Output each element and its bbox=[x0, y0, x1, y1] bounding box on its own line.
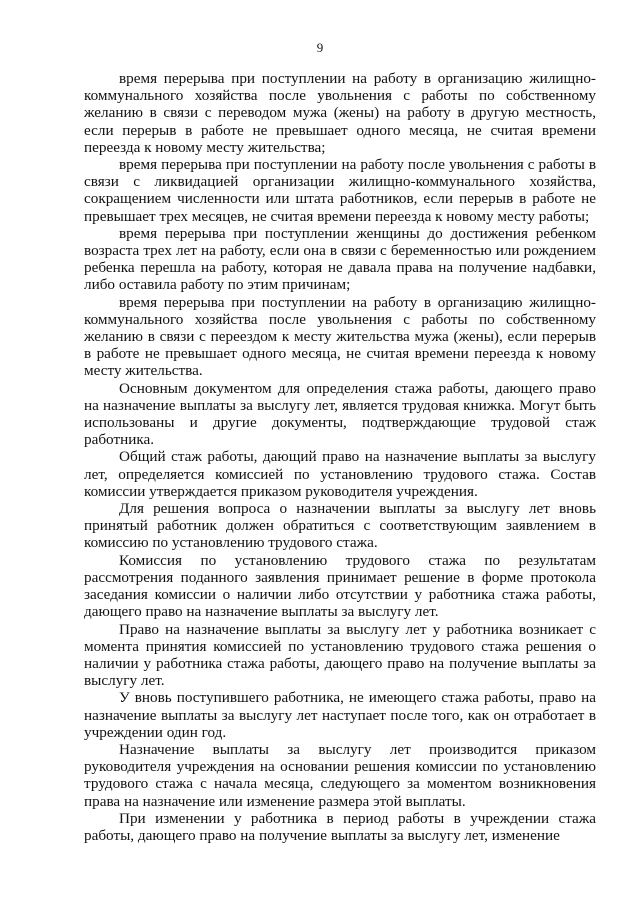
paragraph: Для решения вопроса о назначении выплаты за выслугу лет вновь принятый работник должен обратиться с соответствующим заявлением в комиссию по установлению трудового стажа. bbox=[84, 500, 596, 552]
paragraph: Комиссия по установлению трудового стажа по результатам рассмотрения поданного заявления принимает решение в форме протокола заседания комиссии о наличии либо отсутствии у работника стажа работы, дающего право на назначение выплаты за выслугу лет. bbox=[84, 551, 596, 621]
paragraph: время перерыва при поступлении на работу в организацию жилищно-коммунального хозяйства после увольнения с работы по собственному желанию в связи с переездом к месту жительства мужа (жены), если перерыв в работе не превышает одного месяца, не считая времени переезда к новому месту жительства. bbox=[84, 293, 596, 380]
paragraph: При изменении у работника в период работы в учреждении стажа работы, дающего право на получение выплаты за выслугу лет, изменение bbox=[84, 809, 596, 844]
paragraph: время перерыва при поступлении женщины до достижения ребенком возраста трех лет на работу, если она в связи с беременностью или рождением ребенка перешла на работу, которая не давала права на получение надбавки, либо оставила работу по этим причинам; bbox=[84, 224, 596, 294]
page-number: 9 bbox=[316, 40, 324, 55]
paragraph: время перерыва при поступлении на работу в организацию жилищно-коммунального хозяйства после увольнения с работы по собственному желанию в связи с переводом мужа (жены) на работу в другую местность, если перерыв в работе не превышает одного месяца, не считая времени переезда к новому месту жительства; bbox=[84, 70, 596, 156]
paragraph: Общий стаж работы, дающий право на назначение выплаты за выслугу лет, определяется комиссией по установлению трудового стажа. Состав комиссии утверждается приказом руководителя учреждения. bbox=[84, 448, 596, 500]
paragraph: время перерыва при поступлении на работу после увольнения с работы в связи с ликвидацией организации жилищно-коммунального хозяйства, сокращением численности или штата работников, если перерыв в работе не превышает трех месяцев, не считая времени переезда к новому месту работы; bbox=[84, 156, 596, 225]
paragraph: Право на назначение выплаты за выслугу лет у работника возникает с момента принятия комиссией по установлению трудового стажа решения о наличии у работника стажа работы, дающего право на получение выплаты за выслугу лет. bbox=[84, 620, 596, 690]
paragraph: Назначение выплаты за выслугу лет производится приказом руководителя учреждения на основании решения комиссии по установлению трудового стажа с начала месяца, следующего за моментом возникновения права на назначение или изменение размера этой выплаты. bbox=[84, 740, 596, 810]
paragraph: У вновь поступившего работника, не имеющего стажа работы, право на назначение выплаты за выслугу лет наступает после того, как он отработает в учреждении один год. bbox=[84, 689, 596, 741]
paragraph: Основным документом для определения стажа работы, дающего право на назначение выплаты за выслугу лет, является трудовая книжка. Могут быть использованы и другие документы, подтверждающие трудовой стаж работника. bbox=[84, 379, 596, 449]
document-body bbox=[84, 70, 596, 844]
